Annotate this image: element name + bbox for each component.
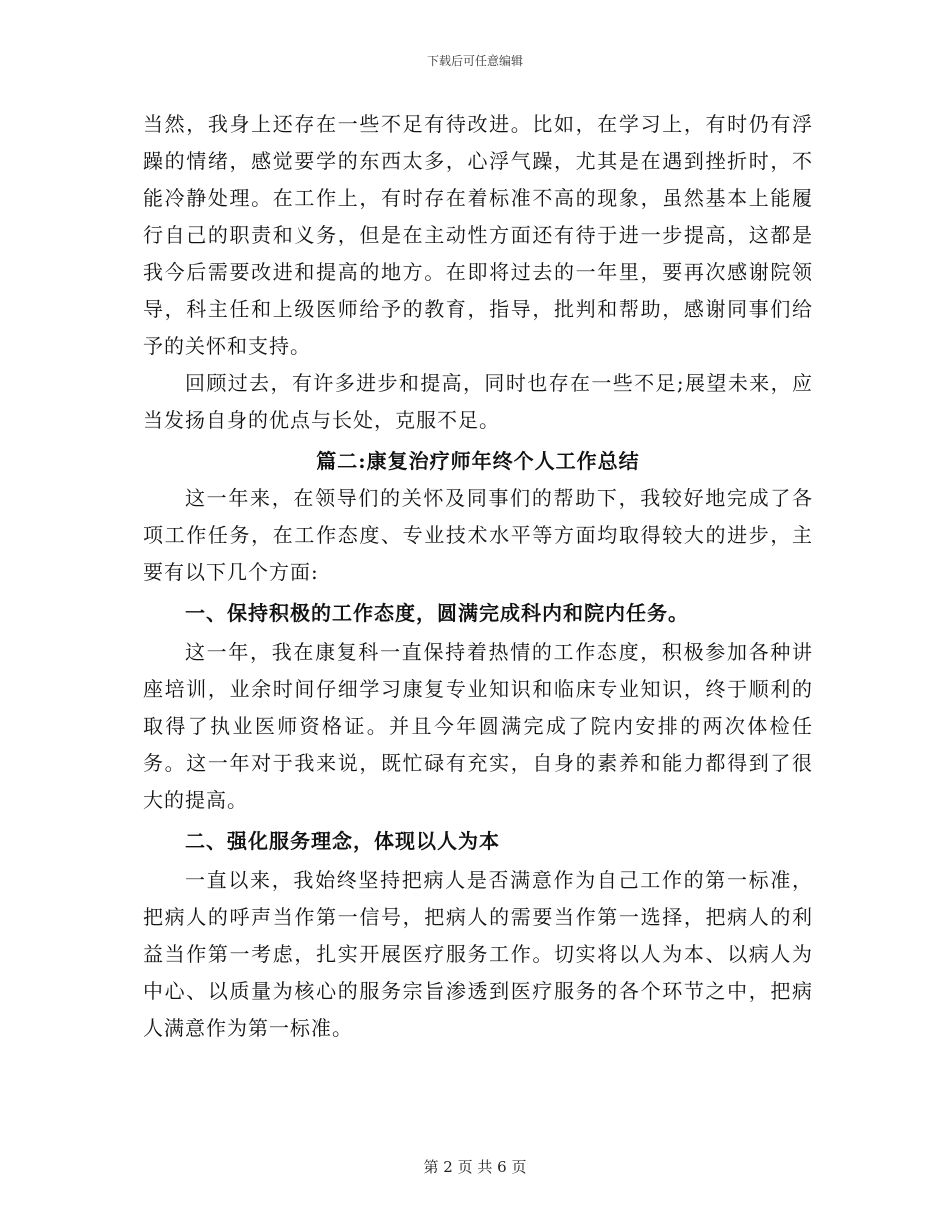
paragraph-review: 回顾过去，有许多进步和提高，同时也存在一些不足;展望未来，应当发扬自身的优点与长处，克服不足。 [143,371,813,432]
paragraph-intro: 这一年来，在领导们的关怀及同事们的帮助下，我较好地完成了各项工作任务，在工作态度、专业技术水平等方面均取得较大的进步，主要有以下几个方面: [143,486,813,584]
subheading-service: 二、强化服务理念，体现以人为本 [185,829,500,853]
page-number: 第 2 页 共 6 页 [423,1158,527,1176]
subheading-attitude: 一、保持积极的工作态度，圆满完成科内和院内任务。 [185,601,689,625]
section-title: 篇二:康复治疗师年终个人工作总结 [316,449,640,473]
paragraph-shortcomings: 当然，我身上还存在一些不足有待改进。比如，在学习上，有时仍有浮躁的情绪，感觉要学的东西太多，心浮气躁，尤其是在遇到挫折时，不能冷静处理。在工作上，有时存在着标准不高的现象，虽然基本上能履行自己的职责和义务，但是在主动性方面还有待于进一步提高，这都是我今后需要改进和提高的地方。在即将过去的一年里，要再次感谢院领导，科主任和上级医师给予的教育，指导，批判和帮助，感谢同事们给予的关怀和支持。 [143,112,813,358]
page-header-note: 下载后可任意编辑 [426,54,523,68]
paragraph-service: 一直以来，我始终坚持把病人是否满意作为自己工作的第一标准，把病人的呼声当作第一信号，把病人的需要当作第一选择，把病人的利益当作第一考虑，扎实开展医疗服务工作。切实将以人为本、以病人为中心、以质量为核心的服务宗旨渗透到医疗服务的各个环节之中，把病人满意作为第一标准。 [143,868,813,1040]
document-body [143,106,813,1047]
paragraph-attitude: 这一年，我在康复科一直保持着热情的工作态度，积极参加各种讲座培训，业余时间仔细学习康复专业知识和临床专业知识，终于顺利的取得了执业医师资格证。并且今年圆满完成了院内安排的两次体检任务。这一年对于我来说，既忙碌有充实，自身的素养和能力都得到了很大的提高。 [143,640,813,812]
